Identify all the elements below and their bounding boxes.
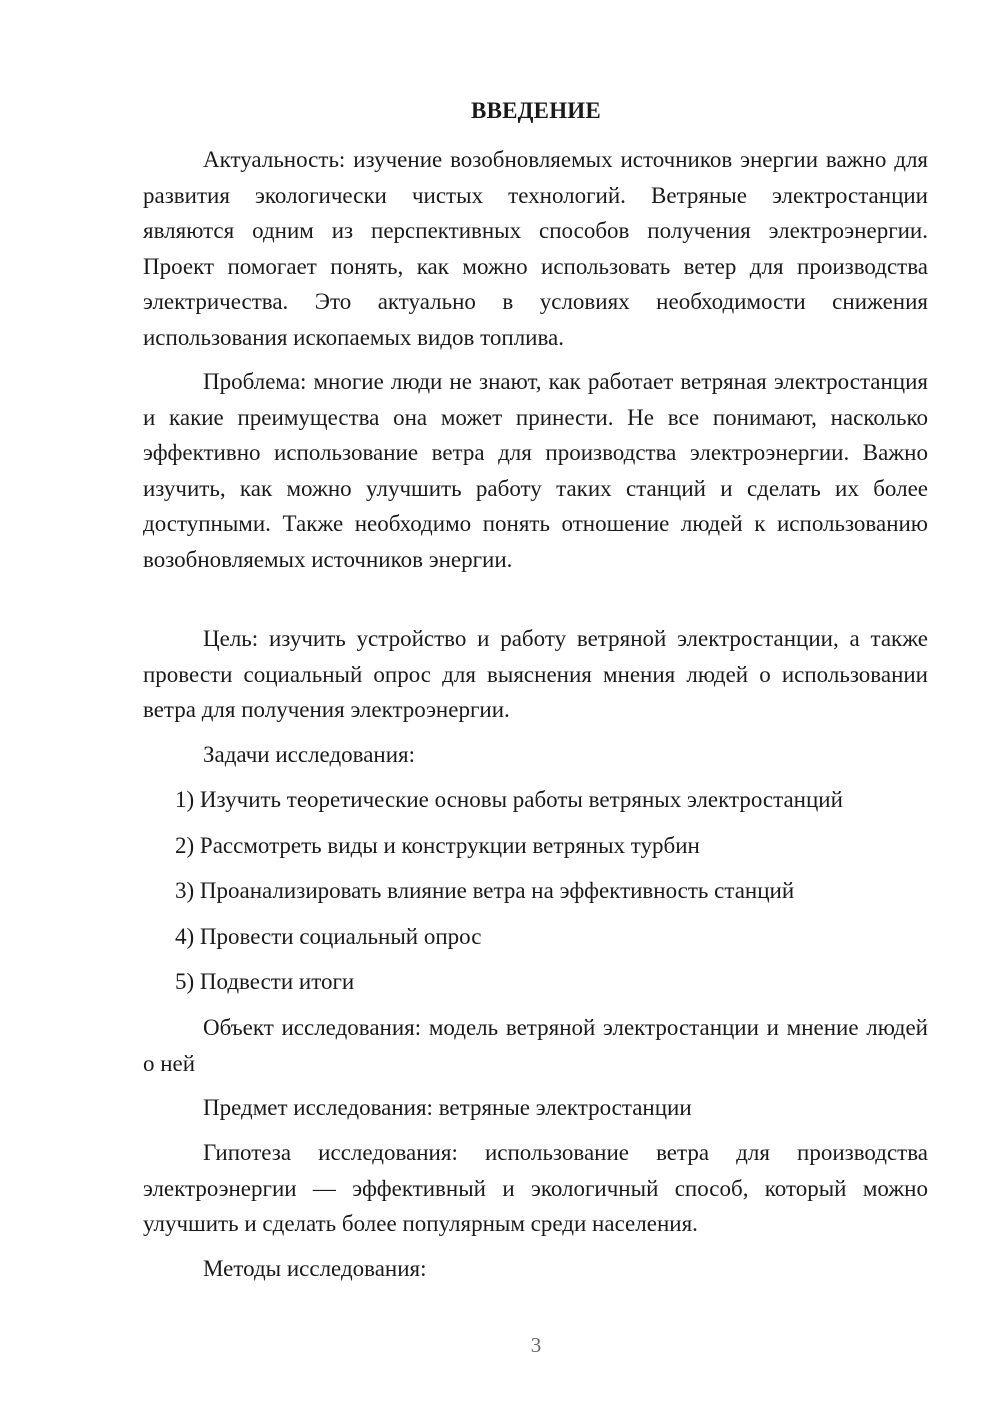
hypothesis-paragraph: Гипотеза исследования: использование ветра для производства электроэнергии — эффективный и экологичный способ, который можно улучшить и сделать более популярным среди населения. xyxy=(143,1140,928,1236)
tasks-title: Задачи исследования: xyxy=(203,742,416,767)
goal-paragraph: Цель: изучить устройство и работу ветряной электростанции, а также провести социальный опрос для выяснения мнения людей о использовании ветра для получения электроэнергии. xyxy=(143,626,928,722)
page-title: ВВЕДЕНИЕ xyxy=(471,98,601,123)
methods-paragraph: Методы исследования: xyxy=(203,1256,427,1281)
relevance-paragraph: Актуальность: изучение возобновляемых источников энергии важно для развития экологически чистых технологий. Ветряные электростанции являются одним из перспективных способов получения электроэнергии. Проект помогает понять, как можно использовать ветер для производства электричества. Это актуально в условиях необходимости снижения использования ископаемых видов топлива. xyxy=(143,147,928,350)
task-item: 3) Проанализировать влияние ветра на эффективность станций xyxy=(175,878,795,903)
page-number: 3 xyxy=(530,1333,542,1357)
task-item: 5) Подвести итоги xyxy=(175,969,355,994)
task-item: 2) Рассмотреть виды и конструкции ветряных турбин xyxy=(175,833,700,858)
problem-paragraph: Проблема: многие люди не знают, как работает ветряная электростанция и какие преимущества она может принести. Не все понимают, насколько эффективно использование ветра для производства электроэнергии. Важно изучить, как можно улучшить работу таких станций и сделать их более доступными. Также необходимо понять отношение людей к использованию возобновляемых источников энергии. xyxy=(143,369,928,572)
object-paragraph: Объект исследования: модель ветряной электростанции и мнение людей о ней xyxy=(143,1015,928,1076)
task-item: 4) Провести социальный опрос xyxy=(175,924,482,949)
task-item: 1) Изучить теоретические основы работы ветряных электростанций xyxy=(175,787,843,812)
subject-paragraph: Предмет исследования: ветряные электростанции xyxy=(203,1095,692,1120)
